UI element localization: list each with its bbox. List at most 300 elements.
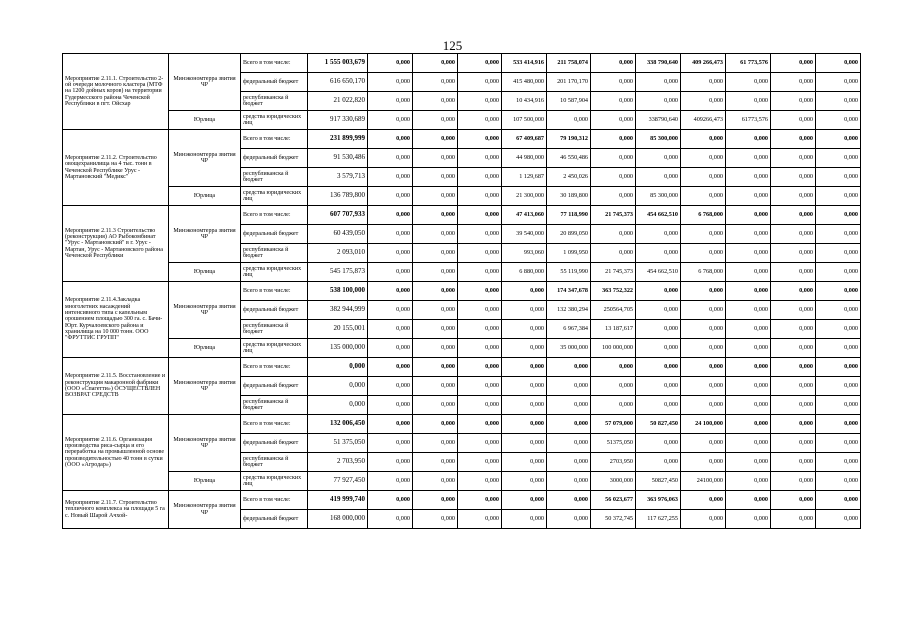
year-amount-cell: 10 434,916 [502, 92, 547, 111]
funding-source-cell: средства юридических лиц [241, 339, 308, 358]
year-amount-cell: 0,000 [681, 92, 726, 111]
year-amount-cell: 6 768,000 [681, 263, 726, 282]
year-amount-cell: 0,000 [458, 149, 502, 168]
table-row [63, 358, 861, 377]
executor-cell: Минэкономтерра звития ЧР [169, 206, 241, 263]
year-amount-cell: 0,000 [771, 510, 816, 529]
total-amount-cell: 545 175,873 [308, 263, 368, 282]
total-amount-cell: 2 093,010 [308, 244, 368, 263]
total-amount-cell: 60 439,050 [308, 225, 368, 244]
year-amount-cell: 0,000 [413, 225, 458, 244]
executor-cell: Минэкономтерра звития ЧР [169, 54, 241, 111]
year-amount-cell: 0,000 [726, 263, 771, 282]
year-amount-cell: 0,000 [368, 130, 413, 149]
year-amount-cell: 0,000 [681, 130, 726, 149]
year-amount-cell: 0,000 [816, 73, 861, 92]
executor-cell: Юрлица [169, 187, 241, 206]
year-amount-cell: 0,000 [681, 301, 726, 320]
year-amount-cell: 0,000 [726, 320, 771, 339]
year-amount-cell: 6 768,000 [681, 206, 726, 225]
year-amount-cell: 0,000 [547, 510, 591, 529]
year-amount-cell: 0,000 [591, 111, 636, 130]
total-amount-cell: 77 927,450 [308, 472, 368, 491]
year-amount-cell: 0,000 [368, 54, 413, 73]
year-amount-cell: 0,000 [771, 263, 816, 282]
year-amount-cell: 0,000 [816, 168, 861, 187]
year-amount-cell: 0,000 [458, 282, 502, 301]
year-amount-cell: 0,000 [458, 453, 502, 472]
year-amount-cell: 0,000 [368, 396, 413, 415]
year-amount-cell: 0,000 [726, 472, 771, 491]
total-amount-cell: 2 703,950 [308, 453, 368, 472]
year-amount-cell: 0,000 [413, 168, 458, 187]
year-amount-cell: 0,000 [771, 377, 816, 396]
year-amount-cell: 0,000 [458, 168, 502, 187]
year-amount-cell: 0,000 [547, 358, 591, 377]
year-amount-cell: 77 118,990 [547, 206, 591, 225]
year-amount-cell: 24 100,000 [681, 415, 726, 434]
year-amount-cell: 0,000 [771, 244, 816, 263]
year-amount-cell: 0,000 [771, 73, 816, 92]
year-amount-cell: 0,000 [413, 358, 458, 377]
year-amount-cell: 0,000 [636, 282, 681, 301]
table-row [63, 206, 861, 225]
year-amount-cell: 0,000 [636, 301, 681, 320]
year-amount-cell: 0,000 [726, 149, 771, 168]
year-amount-cell: 0,000 [547, 453, 591, 472]
year-amount-cell: 415 480,000 [502, 73, 547, 92]
year-amount-cell: 24100,000 [681, 472, 726, 491]
year-amount-cell: 85 300,000 [636, 130, 681, 149]
year-amount-cell: 0,000 [771, 54, 816, 73]
total-amount-cell: 607 707,933 [308, 206, 368, 225]
year-amount-cell: 250564,705 [591, 301, 636, 320]
total-amount-cell: 231 899,999 [308, 130, 368, 149]
year-amount-cell: 0,000 [726, 415, 771, 434]
year-amount-cell: 2 450,026 [547, 168, 591, 187]
total-amount-cell: 21 022,820 [308, 92, 368, 111]
funding-source-cell: республиканска й бюджет [241, 320, 308, 339]
year-amount-cell: 0,000 [816, 187, 861, 206]
year-amount-cell: 0,000 [413, 301, 458, 320]
year-amount-cell: 61773,576 [726, 111, 771, 130]
year-amount-cell: 0,000 [726, 510, 771, 529]
measure-cell: Мероприятие 2.11.6. Организация производства рисa-сырца и его переработка на промышленной основе производительностью 40 тонн в сутки (ООО «Агродар») [63, 415, 169, 491]
year-amount-cell: 0,000 [726, 244, 771, 263]
year-amount-cell: 107 500,000 [502, 111, 547, 130]
year-amount-cell: 0,000 [368, 472, 413, 491]
year-amount-cell: 0,000 [368, 453, 413, 472]
year-amount-cell: 0,000 [547, 396, 591, 415]
year-amount-cell: 0,000 [681, 225, 726, 244]
year-amount-cell: 47 413,060 [502, 206, 547, 225]
year-amount-cell: 1 129,687 [502, 168, 547, 187]
year-amount-cell: 0,000 [458, 472, 502, 491]
year-amount-cell: 0,000 [816, 339, 861, 358]
year-amount-cell: 0,000 [771, 358, 816, 377]
year-amount-cell: 0,000 [636, 244, 681, 263]
year-amount-cell: 0,000 [771, 187, 816, 206]
year-amount-cell: 0,000 [636, 320, 681, 339]
year-amount-cell: 0,000 [413, 149, 458, 168]
funding-source-cell: федеральный бюджет [241, 377, 308, 396]
total-amount-cell: 20 155,001 [308, 320, 368, 339]
funding-source-cell: Всего в том числе: [241, 206, 308, 225]
year-amount-cell: 0,000 [681, 168, 726, 187]
year-amount-cell: 0,000 [458, 358, 502, 377]
year-amount-cell: 0,000 [636, 149, 681, 168]
funding-source-cell: республиканска й бюджет [241, 453, 308, 472]
year-amount-cell: 0,000 [816, 377, 861, 396]
year-amount-cell: 0,000 [681, 453, 726, 472]
year-amount-cell: 35 000,000 [547, 339, 591, 358]
year-amount-cell: 0,000 [681, 491, 726, 510]
year-amount-cell: 0,000 [816, 415, 861, 434]
funding-source-cell: федеральный бюджет [241, 510, 308, 529]
year-amount-cell: 454 662,510 [636, 206, 681, 225]
year-amount-cell: 0,000 [726, 358, 771, 377]
year-amount-cell: 0,000 [502, 472, 547, 491]
total-amount-cell: 419 999,740 [308, 491, 368, 510]
year-amount-cell: 132 380,294 [547, 301, 591, 320]
year-amount-cell: 0,000 [816, 149, 861, 168]
year-amount-cell: 0,000 [681, 396, 726, 415]
year-amount-cell: 0,000 [771, 453, 816, 472]
measure-cell: Мероприятие 2.11.3 Строительство (реконструкция) АО Рыбокомбинат "Урус - Мартановский" в г. Урус - Мартан, Урус - Мартановского района Чеченской Республики [63, 206, 169, 282]
year-amount-cell: 0,000 [502, 377, 547, 396]
year-amount-cell: 0,000 [458, 111, 502, 130]
year-amount-cell: 0,000 [771, 168, 816, 187]
year-amount-cell: 454 662,510 [636, 263, 681, 282]
year-amount-cell: 0,000 [502, 510, 547, 529]
year-amount-cell: 0,000 [368, 301, 413, 320]
year-amount-cell: 0,000 [726, 339, 771, 358]
table-row [63, 130, 861, 149]
year-amount-cell: 0,000 [413, 510, 458, 529]
year-amount-cell: 0,000 [368, 415, 413, 434]
year-amount-cell: 0,000 [636, 225, 681, 244]
total-amount-cell: 91 530,486 [308, 149, 368, 168]
year-amount-cell: 0,000 [591, 396, 636, 415]
year-amount-cell: 211 758,074 [547, 54, 591, 73]
year-amount-cell: 6 967,384 [547, 320, 591, 339]
year-amount-cell: 56 023,677 [591, 491, 636, 510]
year-amount-cell: 409 266,473 [681, 54, 726, 73]
total-amount-cell: 3 579,713 [308, 168, 368, 187]
year-amount-cell: 20 899,050 [547, 225, 591, 244]
table-row [63, 263, 861, 282]
year-amount-cell: 174 347,678 [547, 282, 591, 301]
measure-cell: Мероприятие 2.11.5. Восстановление и реконструкция макаронной фабрики (ООО «Спагетти») ОСУЩЕСТВЛЕН ВОЗВРАТ СРЕДСТВ [63, 358, 169, 415]
table-row [63, 491, 861, 510]
year-amount-cell: 0,000 [636, 92, 681, 111]
year-amount-cell: 409266,473 [681, 111, 726, 130]
year-amount-cell: 0,000 [681, 358, 726, 377]
year-amount-cell: 0,000 [502, 358, 547, 377]
year-amount-cell: 0,000 [368, 187, 413, 206]
total-amount-cell: 917 330,689 [308, 111, 368, 130]
executor-cell: Юрлица [169, 111, 241, 130]
total-amount-cell: 538 100,000 [308, 282, 368, 301]
table-row [63, 111, 861, 130]
year-amount-cell: 0,000 [458, 187, 502, 206]
year-amount-cell: 3000,000 [591, 472, 636, 491]
year-amount-cell: 0,000 [636, 339, 681, 358]
year-amount-cell: 0,000 [636, 168, 681, 187]
funding-source-cell: республиканска й бюджет [241, 168, 308, 187]
total-amount-cell: 0,000 [308, 358, 368, 377]
table-body [63, 54, 861, 529]
year-amount-cell: 0,000 [368, 149, 413, 168]
funding-source-cell: федеральный бюджет [241, 225, 308, 244]
year-amount-cell: 0,000 [726, 377, 771, 396]
year-amount-cell: 0,000 [816, 54, 861, 73]
year-amount-cell: 0,000 [816, 472, 861, 491]
year-amount-cell: 0,000 [771, 472, 816, 491]
year-amount-cell: 0,000 [816, 434, 861, 453]
year-amount-cell: 0,000 [413, 434, 458, 453]
executor-cell: Юрлица [169, 263, 241, 282]
year-amount-cell: 0,000 [591, 130, 636, 149]
year-amount-cell: 0,000 [502, 339, 547, 358]
year-amount-cell: 30 189,800 [547, 187, 591, 206]
year-amount-cell: 0,000 [771, 130, 816, 149]
funding-source-cell: республиканска й бюджет [241, 244, 308, 263]
funding-source-cell: средства юридических лиц [241, 263, 308, 282]
executor-cell: Минэкономтерра звития ЧР [169, 491, 241, 529]
year-amount-cell: 0,000 [502, 301, 547, 320]
year-amount-cell: 0,000 [816, 320, 861, 339]
measure-cell: Мероприятие 2.11.2. Строительство овощехранилища на 4 тыс. тонн в Чеченской Республике Урус - Мартановский "Медикс" [63, 130, 169, 206]
executor-cell: Минэкономтерра звития ЧР [169, 130, 241, 187]
year-amount-cell: 0,000 [681, 244, 726, 263]
year-amount-cell: 0,000 [681, 73, 726, 92]
year-amount-cell: 0,000 [458, 54, 502, 73]
year-amount-cell: 0,000 [816, 225, 861, 244]
year-amount-cell: 363 976,063 [636, 491, 681, 510]
year-amount-cell: 0,000 [591, 92, 636, 111]
year-amount-cell: 0,000 [368, 320, 413, 339]
year-amount-cell: 21 300,000 [502, 187, 547, 206]
year-amount-cell: 0,000 [681, 434, 726, 453]
year-amount-cell: 0,000 [368, 510, 413, 529]
year-amount-cell: 0,000 [726, 130, 771, 149]
funding-source-cell: республиканска й бюджет [241, 92, 308, 111]
year-amount-cell: 67 409,687 [502, 130, 547, 149]
year-amount-cell: 0,000 [458, 301, 502, 320]
year-amount-cell: 0,000 [458, 377, 502, 396]
year-amount-cell: 0,000 [681, 187, 726, 206]
year-amount-cell: 0,000 [726, 396, 771, 415]
year-amount-cell: 0,000 [368, 377, 413, 396]
year-amount-cell: 0,000 [726, 92, 771, 111]
year-amount-cell: 0,000 [502, 434, 547, 453]
year-amount-cell: 0,000 [413, 54, 458, 73]
total-amount-cell: 616 650,170 [308, 73, 368, 92]
year-amount-cell: 0,000 [771, 415, 816, 434]
year-amount-cell: 0,000 [413, 187, 458, 206]
year-amount-cell: 21 745,373 [591, 263, 636, 282]
total-amount-cell: 0,000 [308, 377, 368, 396]
year-amount-cell: 0,000 [771, 149, 816, 168]
year-amount-cell: 0,000 [502, 282, 547, 301]
year-amount-cell: 0,000 [458, 92, 502, 111]
year-amount-cell: 50 372,745 [591, 510, 636, 529]
year-amount-cell: 0,000 [816, 453, 861, 472]
funding-source-cell: средства юридических лиц [241, 187, 308, 206]
year-amount-cell: 0,000 [591, 168, 636, 187]
year-amount-cell: 0,000 [591, 358, 636, 377]
table-row [63, 187, 861, 206]
year-amount-cell: 50827,450 [636, 472, 681, 491]
year-amount-cell: 201 170,170 [547, 73, 591, 92]
year-amount-cell: 61 773,576 [726, 54, 771, 73]
year-amount-cell: 39 540,000 [502, 225, 547, 244]
year-amount-cell: 338790,640 [636, 111, 681, 130]
year-amount-cell: 0,000 [771, 282, 816, 301]
year-amount-cell: 0,000 [726, 73, 771, 92]
year-amount-cell: 0,000 [816, 206, 861, 225]
year-amount-cell: 0,000 [681, 377, 726, 396]
year-amount-cell: 0,000 [726, 453, 771, 472]
funding-source-cell: средства юридических лиц [241, 111, 308, 130]
year-amount-cell: 0,000 [458, 225, 502, 244]
executor-cell: Минэкономтерра звития ЧР [169, 415, 241, 472]
year-amount-cell: 0,000 [413, 396, 458, 415]
year-amount-cell: 0,000 [681, 339, 726, 358]
year-amount-cell: 0,000 [413, 339, 458, 358]
total-amount-cell: 168 000,000 [308, 510, 368, 529]
year-amount-cell: 44 980,000 [502, 149, 547, 168]
year-amount-cell: 0,000 [771, 434, 816, 453]
year-amount-cell: 0,000 [636, 358, 681, 377]
year-amount-cell: 10 587,904 [547, 92, 591, 111]
year-amount-cell: 0,000 [591, 149, 636, 168]
year-amount-cell: 0,000 [368, 434, 413, 453]
measure-cell: Мероприятие 2.11.4.Закладка многолетних насаждений интенсивного типа с капельным орошением площадью 300 га. с. Бачи-Юрт. Курчалоевского района и хранилища на 10 000 тонн. ООО "ФРУТТИС ГРУПП" [63, 282, 169, 358]
year-amount-cell: 0,000 [547, 434, 591, 453]
year-amount-cell: 55 119,990 [547, 263, 591, 282]
year-amount-cell: 0,000 [771, 111, 816, 130]
year-amount-cell: 0,000 [368, 339, 413, 358]
year-amount-cell: 0,000 [771, 301, 816, 320]
year-amount-cell: 0,000 [413, 92, 458, 111]
year-amount-cell: 0,000 [591, 187, 636, 206]
total-amount-cell: 136 789,800 [308, 187, 368, 206]
year-amount-cell: 0,000 [458, 510, 502, 529]
total-amount-cell: 135 000,000 [308, 339, 368, 358]
year-amount-cell: 0,000 [591, 54, 636, 73]
year-amount-cell: 21 745,373 [591, 206, 636, 225]
funding-source-cell: республиканска й бюджет [241, 396, 308, 415]
year-amount-cell: 0,000 [458, 206, 502, 225]
year-amount-cell: 0,000 [681, 510, 726, 529]
year-amount-cell: 0,000 [726, 491, 771, 510]
year-amount-cell: 0,000 [771, 320, 816, 339]
year-amount-cell: 0,000 [636, 453, 681, 472]
year-amount-cell: 0,000 [636, 396, 681, 415]
year-amount-cell: 0,000 [681, 149, 726, 168]
year-amount-cell: 0,000 [771, 491, 816, 510]
executor-cell: Юрлица [169, 472, 241, 491]
year-amount-cell: 0,000 [458, 434, 502, 453]
year-amount-cell: 0,000 [681, 282, 726, 301]
year-amount-cell: 0,000 [458, 320, 502, 339]
year-amount-cell: 0,000 [816, 111, 861, 130]
year-amount-cell: 0,000 [816, 396, 861, 415]
year-amount-cell: 338 790,640 [636, 54, 681, 73]
year-amount-cell: 46 550,486 [547, 149, 591, 168]
table-row [63, 472, 861, 491]
funding-source-cell: Всего в том числе: [241, 54, 308, 73]
year-amount-cell: 0,000 [458, 396, 502, 415]
year-amount-cell: 0,000 [368, 111, 413, 130]
year-amount-cell: 0,000 [368, 358, 413, 377]
year-amount-cell: 0,000 [458, 415, 502, 434]
year-amount-cell: 0,000 [771, 339, 816, 358]
year-amount-cell: 0,000 [458, 491, 502, 510]
year-amount-cell: 0,000 [368, 92, 413, 111]
table-row [63, 54, 861, 73]
year-amount-cell: 0,000 [591, 73, 636, 92]
year-amount-cell: 363 752,322 [591, 282, 636, 301]
funding-source-cell: Всего в том числе: [241, 415, 308, 434]
year-amount-cell: 0,000 [726, 206, 771, 225]
year-amount-cell: 0,000 [726, 187, 771, 206]
year-amount-cell: 100 000,000 [591, 339, 636, 358]
year-amount-cell: 993,060 [502, 244, 547, 263]
year-amount-cell: 0,000 [368, 282, 413, 301]
year-amount-cell: 0,000 [458, 130, 502, 149]
year-amount-cell: 0,000 [816, 282, 861, 301]
year-amount-cell: 0,000 [458, 244, 502, 263]
year-amount-cell: 0,000 [591, 377, 636, 396]
year-amount-cell: 0,000 [771, 225, 816, 244]
table-row [63, 282, 861, 301]
year-amount-cell: 0,000 [726, 434, 771, 453]
funding-source-cell: федеральный бюджет [241, 434, 308, 453]
year-amount-cell: 51375,050 [591, 434, 636, 453]
year-amount-cell: 2703,950 [591, 453, 636, 472]
total-amount-cell: 51 375,050 [308, 434, 368, 453]
year-amount-cell: 0,000 [771, 396, 816, 415]
year-amount-cell: 0,000 [413, 282, 458, 301]
year-amount-cell: 0,000 [413, 320, 458, 339]
funding-source-cell: средства юридических лиц [241, 472, 308, 491]
measure-cell: Мероприятие 2.11.7. Строительство тепличного комплекса на площади 5 га с. Новый Шарой Ачхой- [63, 491, 169, 529]
funding-source-cell: Всего в том числе: [241, 130, 308, 149]
year-amount-cell: 0,000 [413, 377, 458, 396]
year-amount-cell: 0,000 [413, 491, 458, 510]
year-amount-cell: 0,000 [726, 282, 771, 301]
year-amount-cell: 0,000 [816, 358, 861, 377]
funding-source-cell: Всего в том числе: [241, 491, 308, 510]
year-amount-cell: 0,000 [413, 111, 458, 130]
year-amount-cell: 0,000 [726, 225, 771, 244]
year-amount-cell: 0,000 [547, 415, 591, 434]
year-amount-cell: 1 099,950 [547, 244, 591, 263]
year-amount-cell: 0,000 [368, 206, 413, 225]
executor-cell: Юрлица [169, 339, 241, 358]
year-amount-cell: 0,000 [547, 377, 591, 396]
table-row [63, 415, 861, 434]
year-amount-cell: 0,000 [816, 301, 861, 320]
year-amount-cell: 0,000 [547, 111, 591, 130]
executor-cell: Минэкономтерра звития ЧР [169, 358, 241, 415]
year-amount-cell: 0,000 [816, 491, 861, 510]
year-amount-cell: 0,000 [636, 377, 681, 396]
year-amount-cell: 0,000 [368, 491, 413, 510]
